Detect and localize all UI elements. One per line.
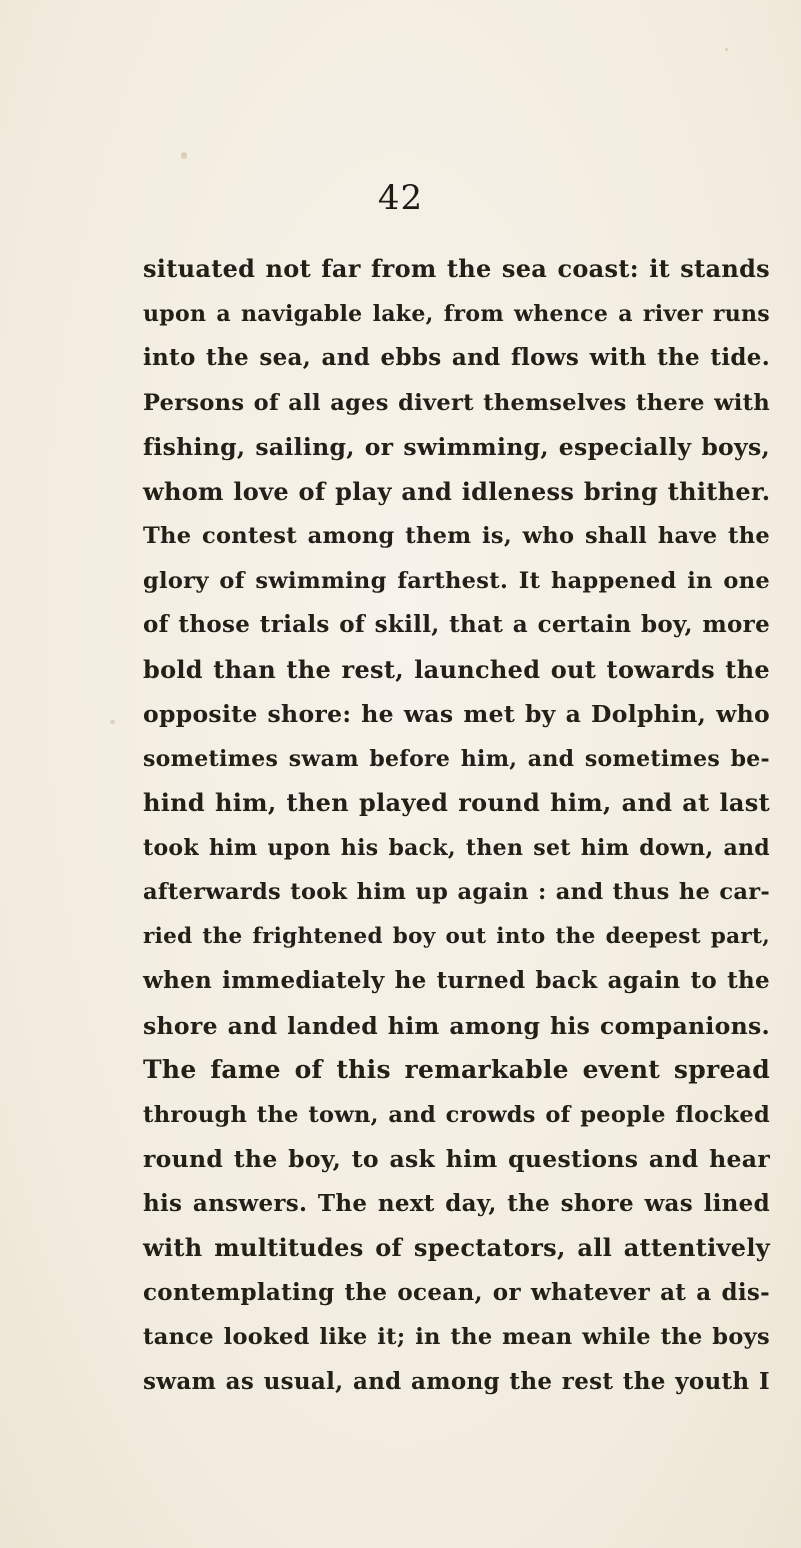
text-line: his answers. The next day, the shore was lined <box>143 1189 770 1217</box>
text-line: Persons of all ages divert themselves there with <box>143 389 770 416</box>
text-line: bold than the rest, launched out towards the <box>143 654 770 684</box>
paper-speck <box>110 720 115 724</box>
text-line: The fame of this remarkable event spread <box>143 1055 770 1084</box>
text-line: when immediately he turned back again to the <box>143 967 770 994</box>
text-line: round the boy, to ask him questions and hear <box>143 1145 770 1173</box>
text-line: with multitudes of spectators, all attentively <box>143 1233 770 1262</box>
text-line: whom love of play and idleness bring thither. <box>143 476 771 506</box>
text-line: situated not far from the sea coast: it stands <box>143 254 770 283</box>
text-line: sometimes swam before him, and sometimes be- <box>143 745 770 772</box>
body-text <box>143 247 770 1404</box>
text-line: glory of swimming farthest. It happened in one <box>143 567 770 594</box>
text-line: afterwards took him up again : and thus he car- <box>143 879 770 905</box>
text-line: hind him, then played round him, and at last <box>143 788 770 817</box>
text-line: into the sea, and ebbs and flows with the tide. <box>143 344 770 371</box>
page-number: 42 <box>377 178 424 218</box>
text-line: upon a navigable lake, from whence a river runs <box>143 300 770 327</box>
text-line: shore and landed him among his companions. <box>143 1011 770 1040</box>
text-line: fishing, sailing, or swimming, especially boys, <box>143 433 770 461</box>
text-line: opposite shore: he was met by a Dolphin, who <box>143 700 770 728</box>
text-line: took him upon his back, then set him down, and <box>143 834 770 861</box>
text-line: through the town, and crowds of people flocked <box>143 1101 770 1128</box>
text-line: ried the frightened boy out into the deepest part, <box>143 923 770 949</box>
text-line: of those trials of skill, that a certain boy, more <box>143 611 770 638</box>
text-line: The contest among them is, who shall have the <box>143 523 770 549</box>
paper-speck <box>181 152 187 159</box>
paper-speck <box>725 48 728 51</box>
text-line: tance looked like it; in the mean while the boys <box>143 1324 770 1350</box>
text-line: swam as usual, and among the rest the youth I <box>143 1367 770 1395</box>
text-line: contemplating the ocean, or whatever at a dis- <box>143 1278 770 1306</box>
